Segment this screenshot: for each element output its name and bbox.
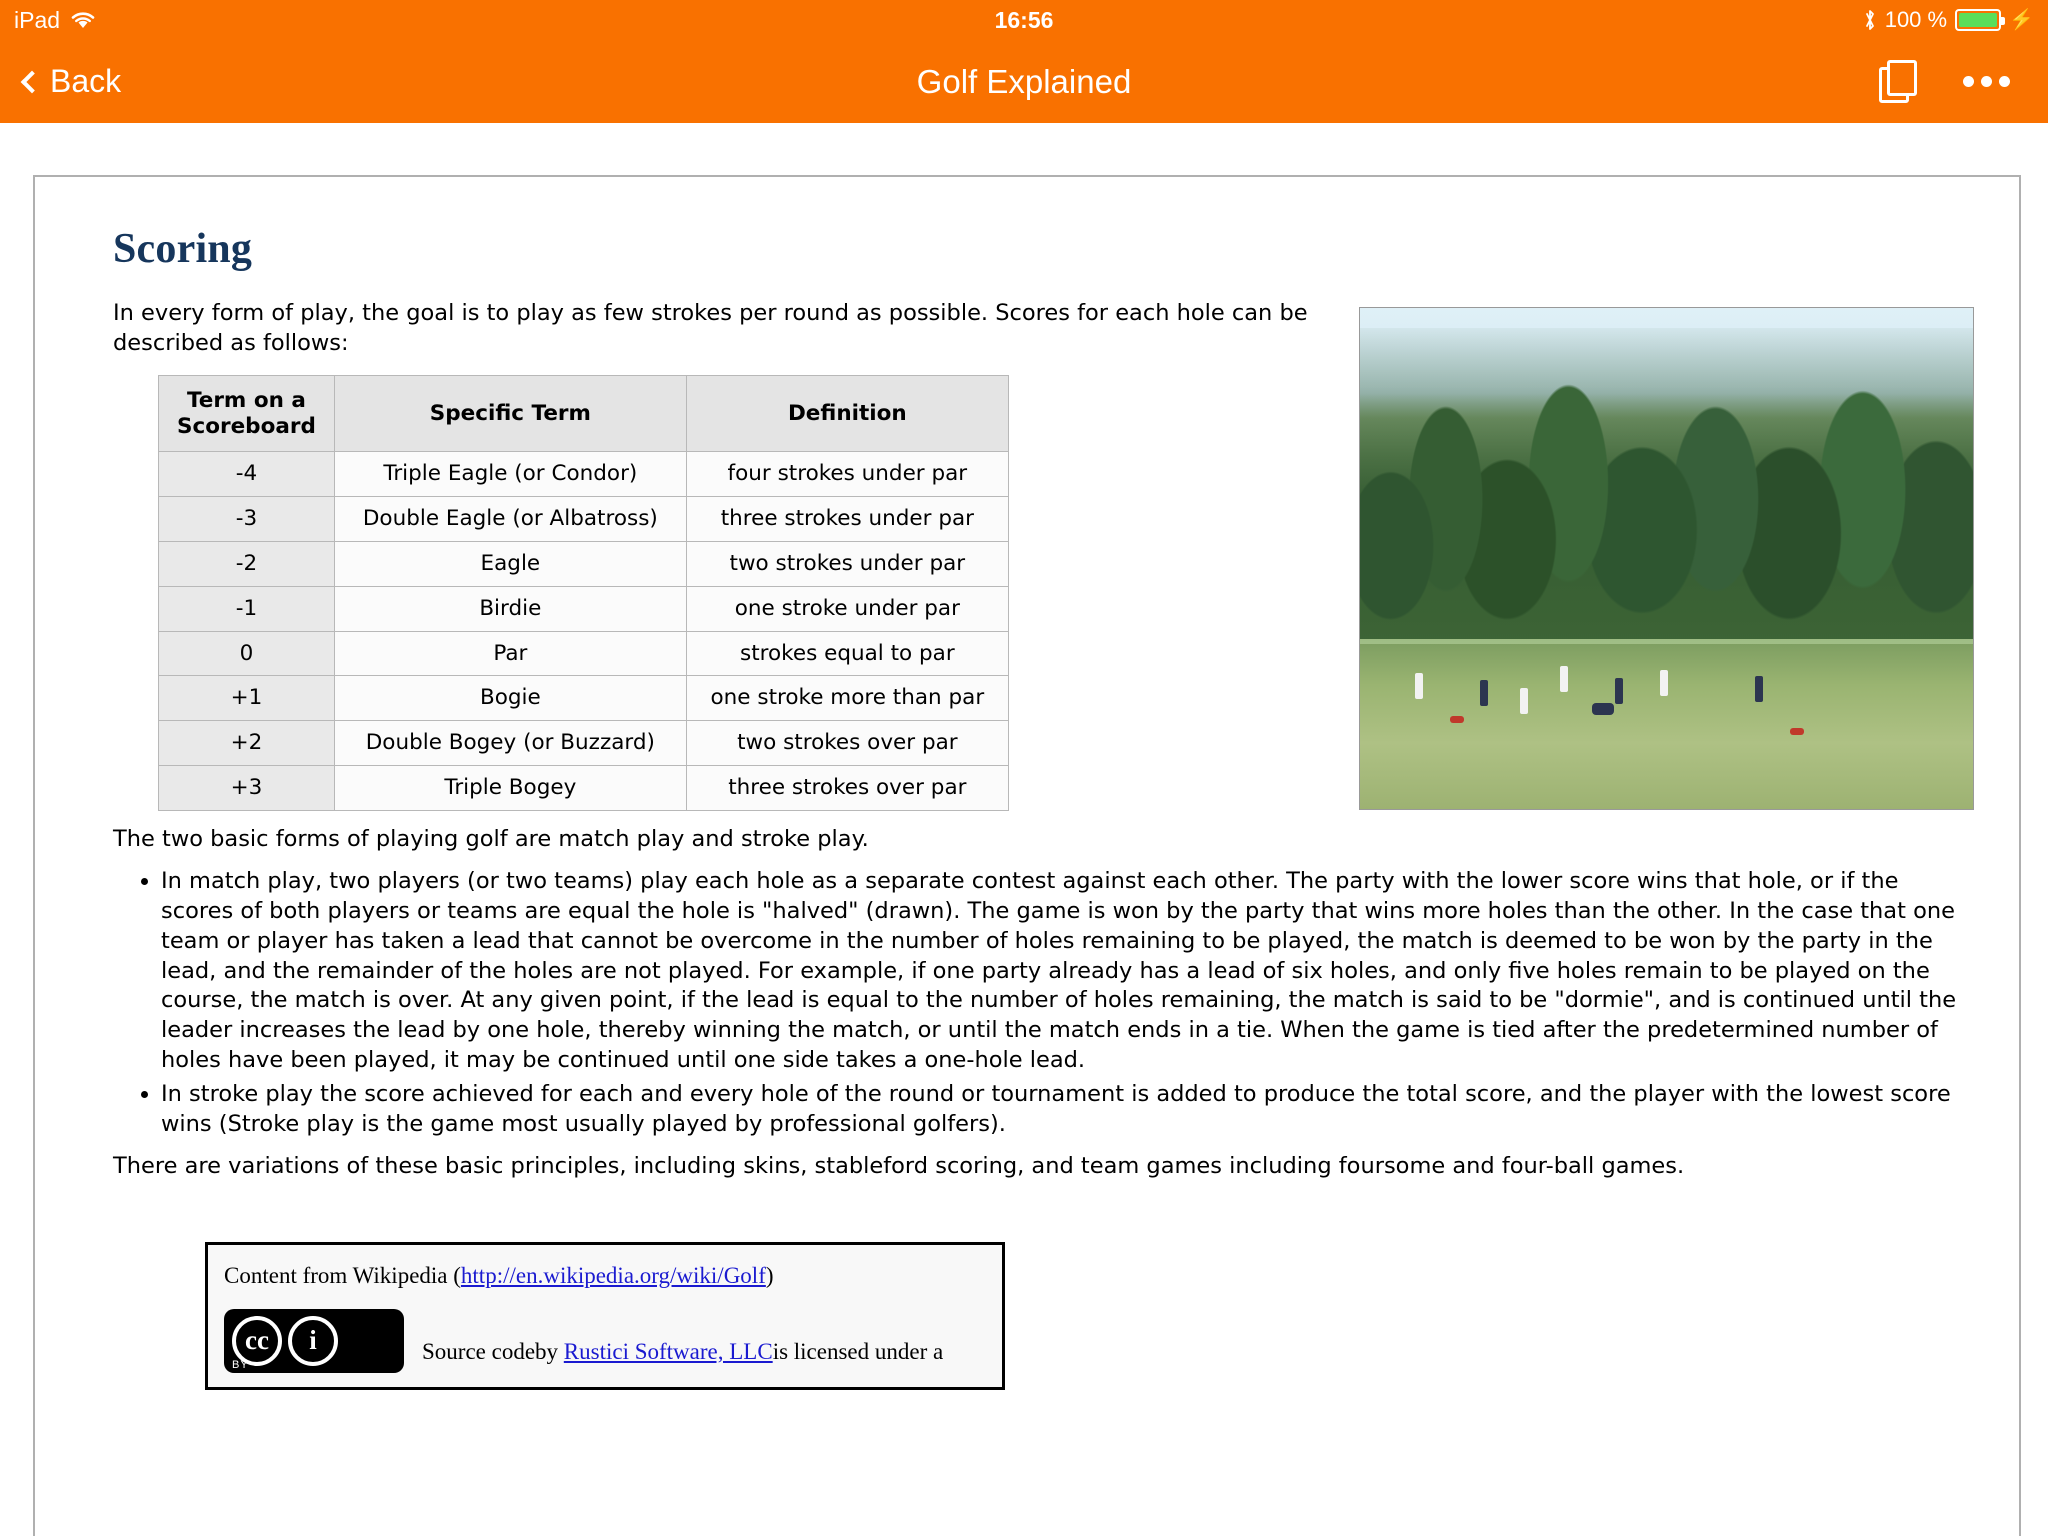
table-cell-definition: two strokes over par <box>686 721 1008 766</box>
chevron-left-icon <box>21 70 44 93</box>
right-column <box>1359 299 1974 810</box>
intro-and-photo-row <box>80 299 1974 825</box>
content-area <box>0 123 2048 1536</box>
table-row <box>159 586 1009 631</box>
table-cell-score: -1 <box>159 586 335 631</box>
license-line-suffix: is licensed under a <box>772 1338 944 1364</box>
play-forms-list <box>113 867 1974 1140</box>
cc-by-label: BY <box>232 1358 249 1371</box>
license-statement <box>422 1309 943 1365</box>
table-header-cell: Term on a Scoreboard <box>159 375 335 452</box>
document-frame[interactable] <box>33 175 2021 1536</box>
document-body <box>35 177 2019 1390</box>
creative-commons-badge <box>224 1309 404 1373</box>
table-cell-score: -4 <box>159 452 335 497</box>
status-bar-right <box>1863 7 2034 33</box>
back-button-label: Back <box>50 63 122 99</box>
status-bar-left <box>14 7 96 34</box>
copy-pages-icon[interactable] <box>1879 60 1919 104</box>
battery-icon <box>1955 9 2001 31</box>
intro-paragraph: In every form of play, the goal is to play as few strokes per round as possible. Scores for each hole can be described as follows: <box>113 300 1308 356</box>
left-column <box>80 299 1339 825</box>
attribution-icon: i <box>288 1316 338 1366</box>
license-prefix: Content from Wikipedia ( <box>224 1262 461 1288</box>
creative-commons-icon: cc <box>232 1316 282 1366</box>
table-cell-term: Eagle <box>334 542 686 587</box>
back-button[interactable] <box>24 63 121 100</box>
scoring-table <box>158 375 1009 811</box>
table-header-row <box>159 375 1009 452</box>
table-row <box>159 497 1009 542</box>
table-row <box>159 766 1009 811</box>
license-cc-row <box>224 1309 986 1373</box>
section-heading: Scoring <box>113 226 253 272</box>
table-cell-definition: two strokes under par <box>686 542 1008 587</box>
table-row <box>159 452 1009 497</box>
table-cell-definition: one stroke more than par <box>686 676 1008 721</box>
navigation-bar <box>0 40 2048 123</box>
table-cell-term: Triple Eagle (or Condor) <box>334 452 686 497</box>
table-cell-score: -2 <box>159 542 335 587</box>
license-source-line <box>224 1263 986 1289</box>
license-line-prefix: Source codeby <box>422 1338 564 1364</box>
table-cell-definition: strokes equal to par <box>686 631 1008 676</box>
wifi-icon <box>70 10 96 30</box>
variations-paragraph: There are variations of these basic principles, including skins, stableford scoring, and team games including foursome and four-ball games. <box>113 1153 1685 1180</box>
rustici-software-link[interactable]: Rustici Software, LLC <box>563 1338 773 1364</box>
charging-bolt-icon: ⚡ <box>2009 9 2034 31</box>
table-cell-score: +1 <box>159 676 335 721</box>
golf-course-photo <box>1359 307 1974 810</box>
forms-intro-paragraph: The two basic forms of playing golf are match play and stroke play. <box>113 825 869 852</box>
table-header-cell: Specific Term <box>334 375 686 452</box>
page-title: Golf Explained <box>916 62 1132 100</box>
license-suffix: ) <box>765 1262 774 1288</box>
table-cell-term: Triple Bogey <box>334 766 686 811</box>
table-cell-definition: one stroke under par <box>686 586 1008 631</box>
table-cell-score: +2 <box>159 721 335 766</box>
table-row <box>159 676 1009 721</box>
table-cell-score: -3 <box>159 497 335 542</box>
list-item: • In stroke play the score achieved for each and every hole of the round or tournament is added to produce the total score, and the player with the lowest score wins (Stroke play is the game most usually played by professional golfers). <box>161 1080 1974 1140</box>
table-cell-definition: three strokes under par <box>686 497 1008 542</box>
table-row <box>159 721 1009 766</box>
license-box <box>205 1242 1005 1390</box>
device-label: iPad <box>14 6 61 33</box>
table-cell-term: Double Eagle (or Albatross) <box>334 497 686 542</box>
table-header-cell: Definition <box>686 375 1008 452</box>
bluetooth-icon <box>1863 8 1877 32</box>
table-cell-definition: four strokes under par <box>686 452 1008 497</box>
list-item: • In match play, two players (or two teams) play each hole as a separate contest against each other. The party with the lower score wins that hole, or if the scores of both players or teams are equal the hole is "halved" (drawn). The game is won by the party that wins more holes than the other. In the case that one team or player has taken a lead that cannot be overcome in the number of holes remaining to be played, the match is deemed to be won by the party in the lead, and the remainder of the holes are not played. For example, if one party already has a lead of six holes, and only five holes remain to be played on the course, the match is over. At any given point, if the lead is equal to the number of holes remaining, the match is said to be "dormie", and is continued until the leader increases the lead by one hole, thereby winning the match, or until the match ends in a tie. When the game is tied after the predetermined number of holes have been played, it may be continued until one side takes a one-hole lead. <box>161 867 1974 1076</box>
table-row <box>159 631 1009 676</box>
table-cell-score: 0 <box>159 631 335 676</box>
status-bar-time: 16:56 <box>994 6 1054 33</box>
navigation-bar-actions <box>1879 60 2024 104</box>
table-row <box>159 542 1009 587</box>
wikipedia-link[interactable]: http://en.wikipedia.org/wiki/Golf <box>460 1262 766 1288</box>
status-bar <box>0 0 2048 40</box>
table-cell-term: Double Bogey (or Buzzard) <box>334 721 686 766</box>
table-cell-definition: three strokes over par <box>686 766 1008 811</box>
table-cell-term: Birdie <box>334 586 686 631</box>
table-cell-score: +3 <box>159 766 335 811</box>
table-cell-term: Bogie <box>334 676 686 721</box>
battery-percentage: 100 % <box>1884 7 1948 32</box>
more-options-icon[interactable] <box>1963 76 2010 87</box>
table-cell-term: Par <box>334 631 686 676</box>
